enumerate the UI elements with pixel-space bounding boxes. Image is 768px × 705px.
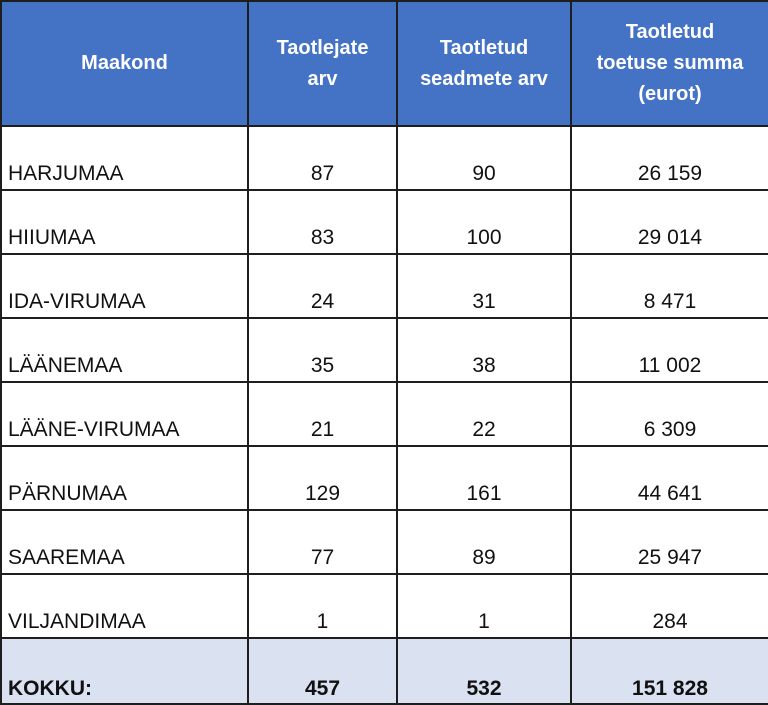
table-body <box>1 126 768 638</box>
cell-seadmed: 22 <box>397 382 571 446</box>
total-label: KOKKU: <box>1 638 248 704</box>
cell-seadmed: 100 <box>397 190 571 254</box>
cell-maakond: SAAREMAA <box>1 510 248 574</box>
table-row <box>1 254 768 318</box>
cell-summa: 6 309 <box>571 382 768 446</box>
cell-maakond: HIIUMAA <box>1 190 248 254</box>
total-row <box>1 638 768 704</box>
table-header <box>1 1 768 126</box>
table-row <box>1 318 768 382</box>
cell-seadmed: 1 <box>397 574 571 638</box>
cell-maakond: LÄÄNEMAA <box>1 318 248 382</box>
table-footer <box>1 638 768 704</box>
cell-summa: 8 471 <box>571 254 768 318</box>
cell-maakond: PÄRNUMAA <box>1 446 248 510</box>
total-summa: 151 828 <box>571 638 768 704</box>
table-row <box>1 382 768 446</box>
cell-seadmed: 38 <box>397 318 571 382</box>
cell-taotlejad: 77 <box>248 510 397 574</box>
header-toetuse-summa: Taotletud toetuse summa (eurot) <box>571 1 768 126</box>
cell-maakond: IDA-VIRUMAA <box>1 254 248 318</box>
header-taotlejate-arv: Taotlejate arv <box>248 1 397 126</box>
cell-maakond: HARJUMAA <box>1 126 248 190</box>
cell-seadmed: 161 <box>397 446 571 510</box>
table-row <box>1 126 768 190</box>
cell-taotlejad: 35 <box>248 318 397 382</box>
total-taotlejad: 457 <box>248 638 397 704</box>
cell-seadmed: 31 <box>397 254 571 318</box>
header-maakond: Maakond <box>1 1 248 126</box>
cell-taotlejad: 21 <box>248 382 397 446</box>
cell-summa: 26 159 <box>571 126 768 190</box>
total-seadmed: 532 <box>397 638 571 704</box>
cell-summa: 11 002 <box>571 318 768 382</box>
header-row <box>1 1 768 126</box>
cell-seadmed: 90 <box>397 126 571 190</box>
cell-summa: 29 014 <box>571 190 768 254</box>
cell-summa: 25 947 <box>571 510 768 574</box>
cell-maakond: VILJANDIMAA <box>1 574 248 638</box>
table-row <box>1 190 768 254</box>
cell-taotlejad: 83 <box>248 190 397 254</box>
table-row <box>1 446 768 510</box>
cell-summa: 44 641 <box>571 446 768 510</box>
table-row <box>1 574 768 638</box>
cell-taotlejad: 87 <box>248 126 397 190</box>
header-seadmete-arv: Taotletud seadmete arv <box>397 1 571 126</box>
table-row <box>1 510 768 574</box>
cell-taotlejad: 129 <box>248 446 397 510</box>
cell-maakond: LÄÄNE-VIRUMAA <box>1 382 248 446</box>
cell-summa: 284 <box>571 574 768 638</box>
cell-taotlejad: 1 <box>248 574 397 638</box>
cell-seadmed: 89 <box>397 510 571 574</box>
cell-taotlejad: 24 <box>248 254 397 318</box>
